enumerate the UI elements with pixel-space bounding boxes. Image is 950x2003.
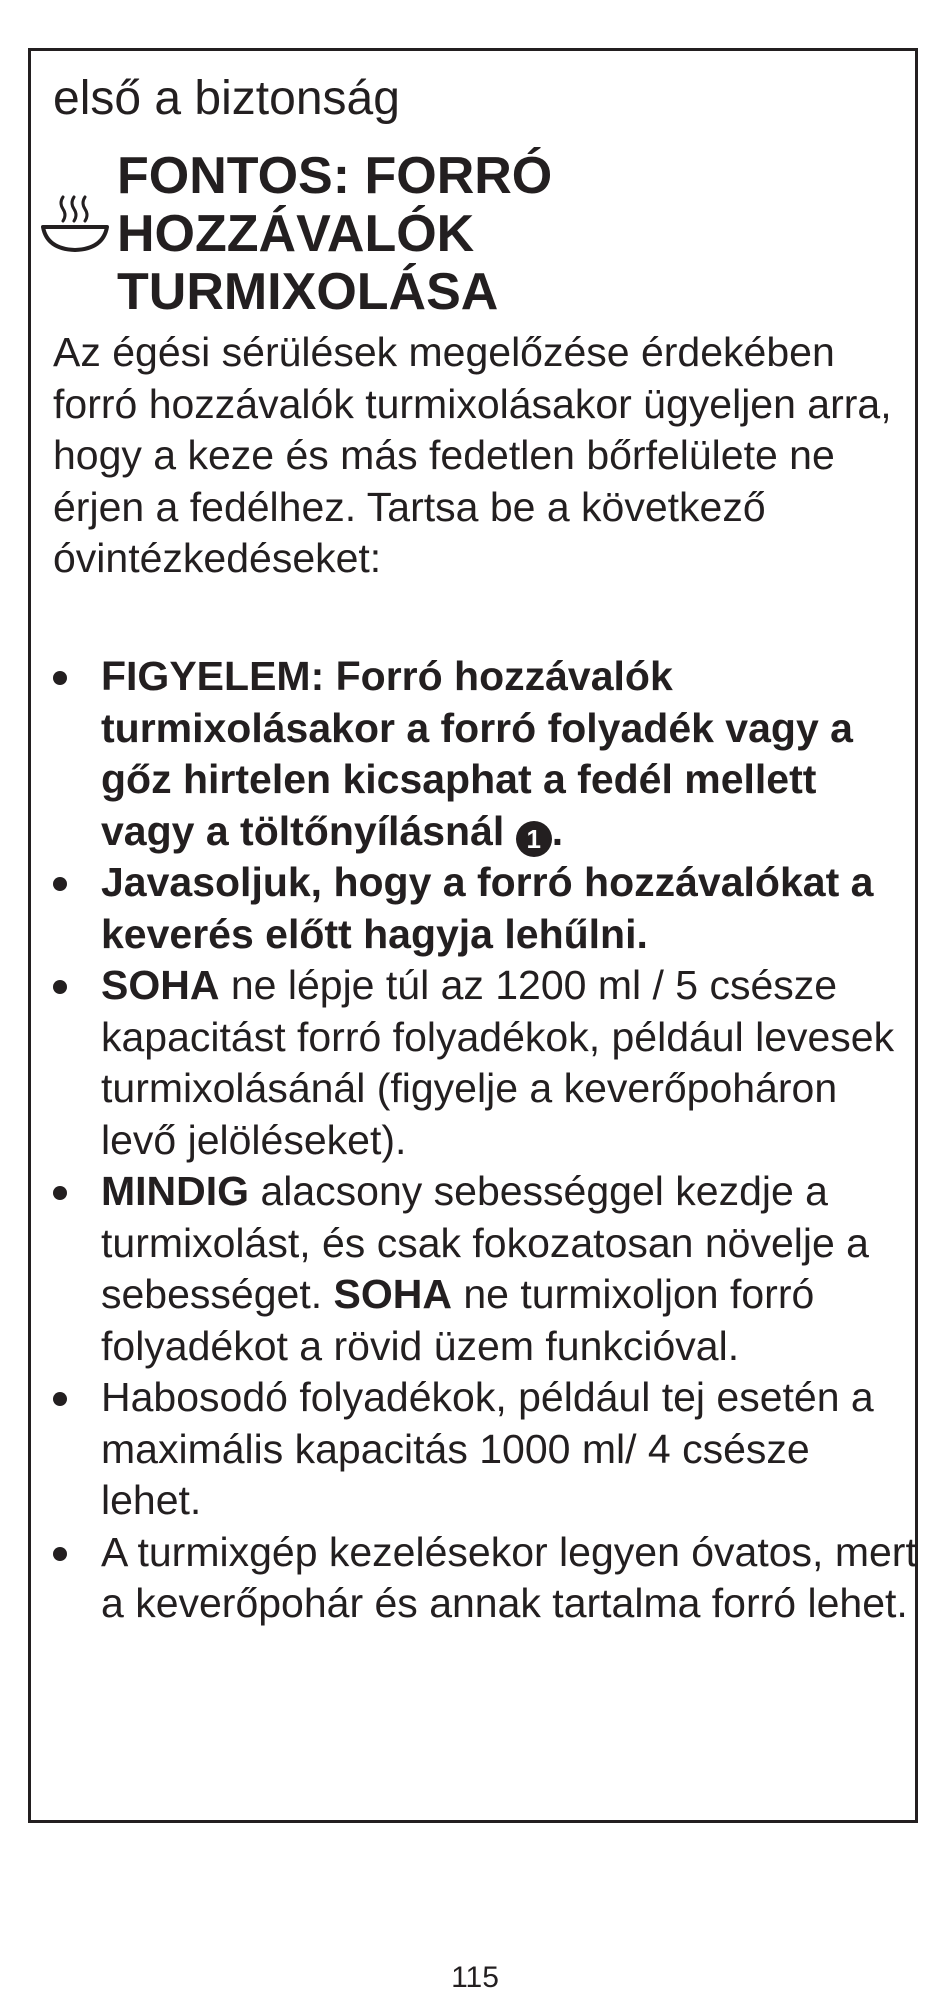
list-item-text: alacsony sebességgel kezdje a turmixolást, és csak fokozatosan növelje a sebességet. [101, 1168, 869, 1317]
list-item-lead-2: SOHA [333, 1271, 452, 1317]
list-item [53, 1372, 918, 1527]
bullet [53, 1392, 67, 1406]
list-item-text: FIGYELEM: Forró hozzávalók turmixolásakor a forró folyadék vagy a gőz hirtelen kicsaphat a fedél mellett vagy a töltőnyílásnál [101, 653, 853, 854]
bullet [53, 1186, 67, 1200]
figure-ref-badge: 1 [516, 821, 552, 857]
list-item-tail: . [551, 807, 564, 854]
precautions-list [53, 651, 918, 1630]
list-item-lead: MINDIG [101, 1168, 250, 1214]
list-item [53, 960, 918, 1166]
list-item [53, 1166, 918, 1372]
list-item-text: Habosodó folyadékok, például tej esetén a maximális kapacitás 1000 ml/ 4 csésze lehet. [101, 1374, 874, 1523]
list-item-lead: SOHA [101, 962, 220, 1008]
page-number: 115 [451, 1961, 499, 1994]
bullet [53, 671, 67, 685]
list-item [53, 651, 918, 857]
section-title: első a biztonság [53, 72, 400, 125]
warning-title: FONTOS: FORRÓ HOZZÁVALÓK TURMIXOLÁSA [117, 147, 553, 321]
bullet [53, 877, 67, 891]
list-item-text: ne lépje túl az 1200 ml / 5 csésze kapacitást forró folyadékok, például levesek turmixolásánál (figyelje a keverőpoháron levő jelöléseket). [101, 962, 895, 1163]
intro-paragraph: Az égési sérülések megelőzése érdekében forró hozzávalók turmixolásakor ügyeljen arra, hogy a keze és más fedetlen bőrfelülete ne érjen a fedélhez. Tartsa be a következő óvintézkedéseket: [53, 329, 892, 581]
bullet [53, 980, 67, 994]
list-item [53, 1527, 918, 1630]
list-item [53, 857, 918, 960]
list-item-text: A turmixgép kezelésekor legyen óvatos, mert a keverőpohár és annak tartalma forró lehet. [101, 1528, 917, 1626]
list-item-text: Javasoljuk, hogy a forró hozzávalókat a keverés előtt hagyja lehűlni. [101, 859, 874, 957]
hot-bowl-icon [39, 189, 111, 255]
safety-box [28, 48, 918, 1823]
list-item-text-2: ne turmixoljon forró folyadékot a rövid üzem funkcióval. [101, 1271, 815, 1369]
bullet [53, 1547, 67, 1561]
